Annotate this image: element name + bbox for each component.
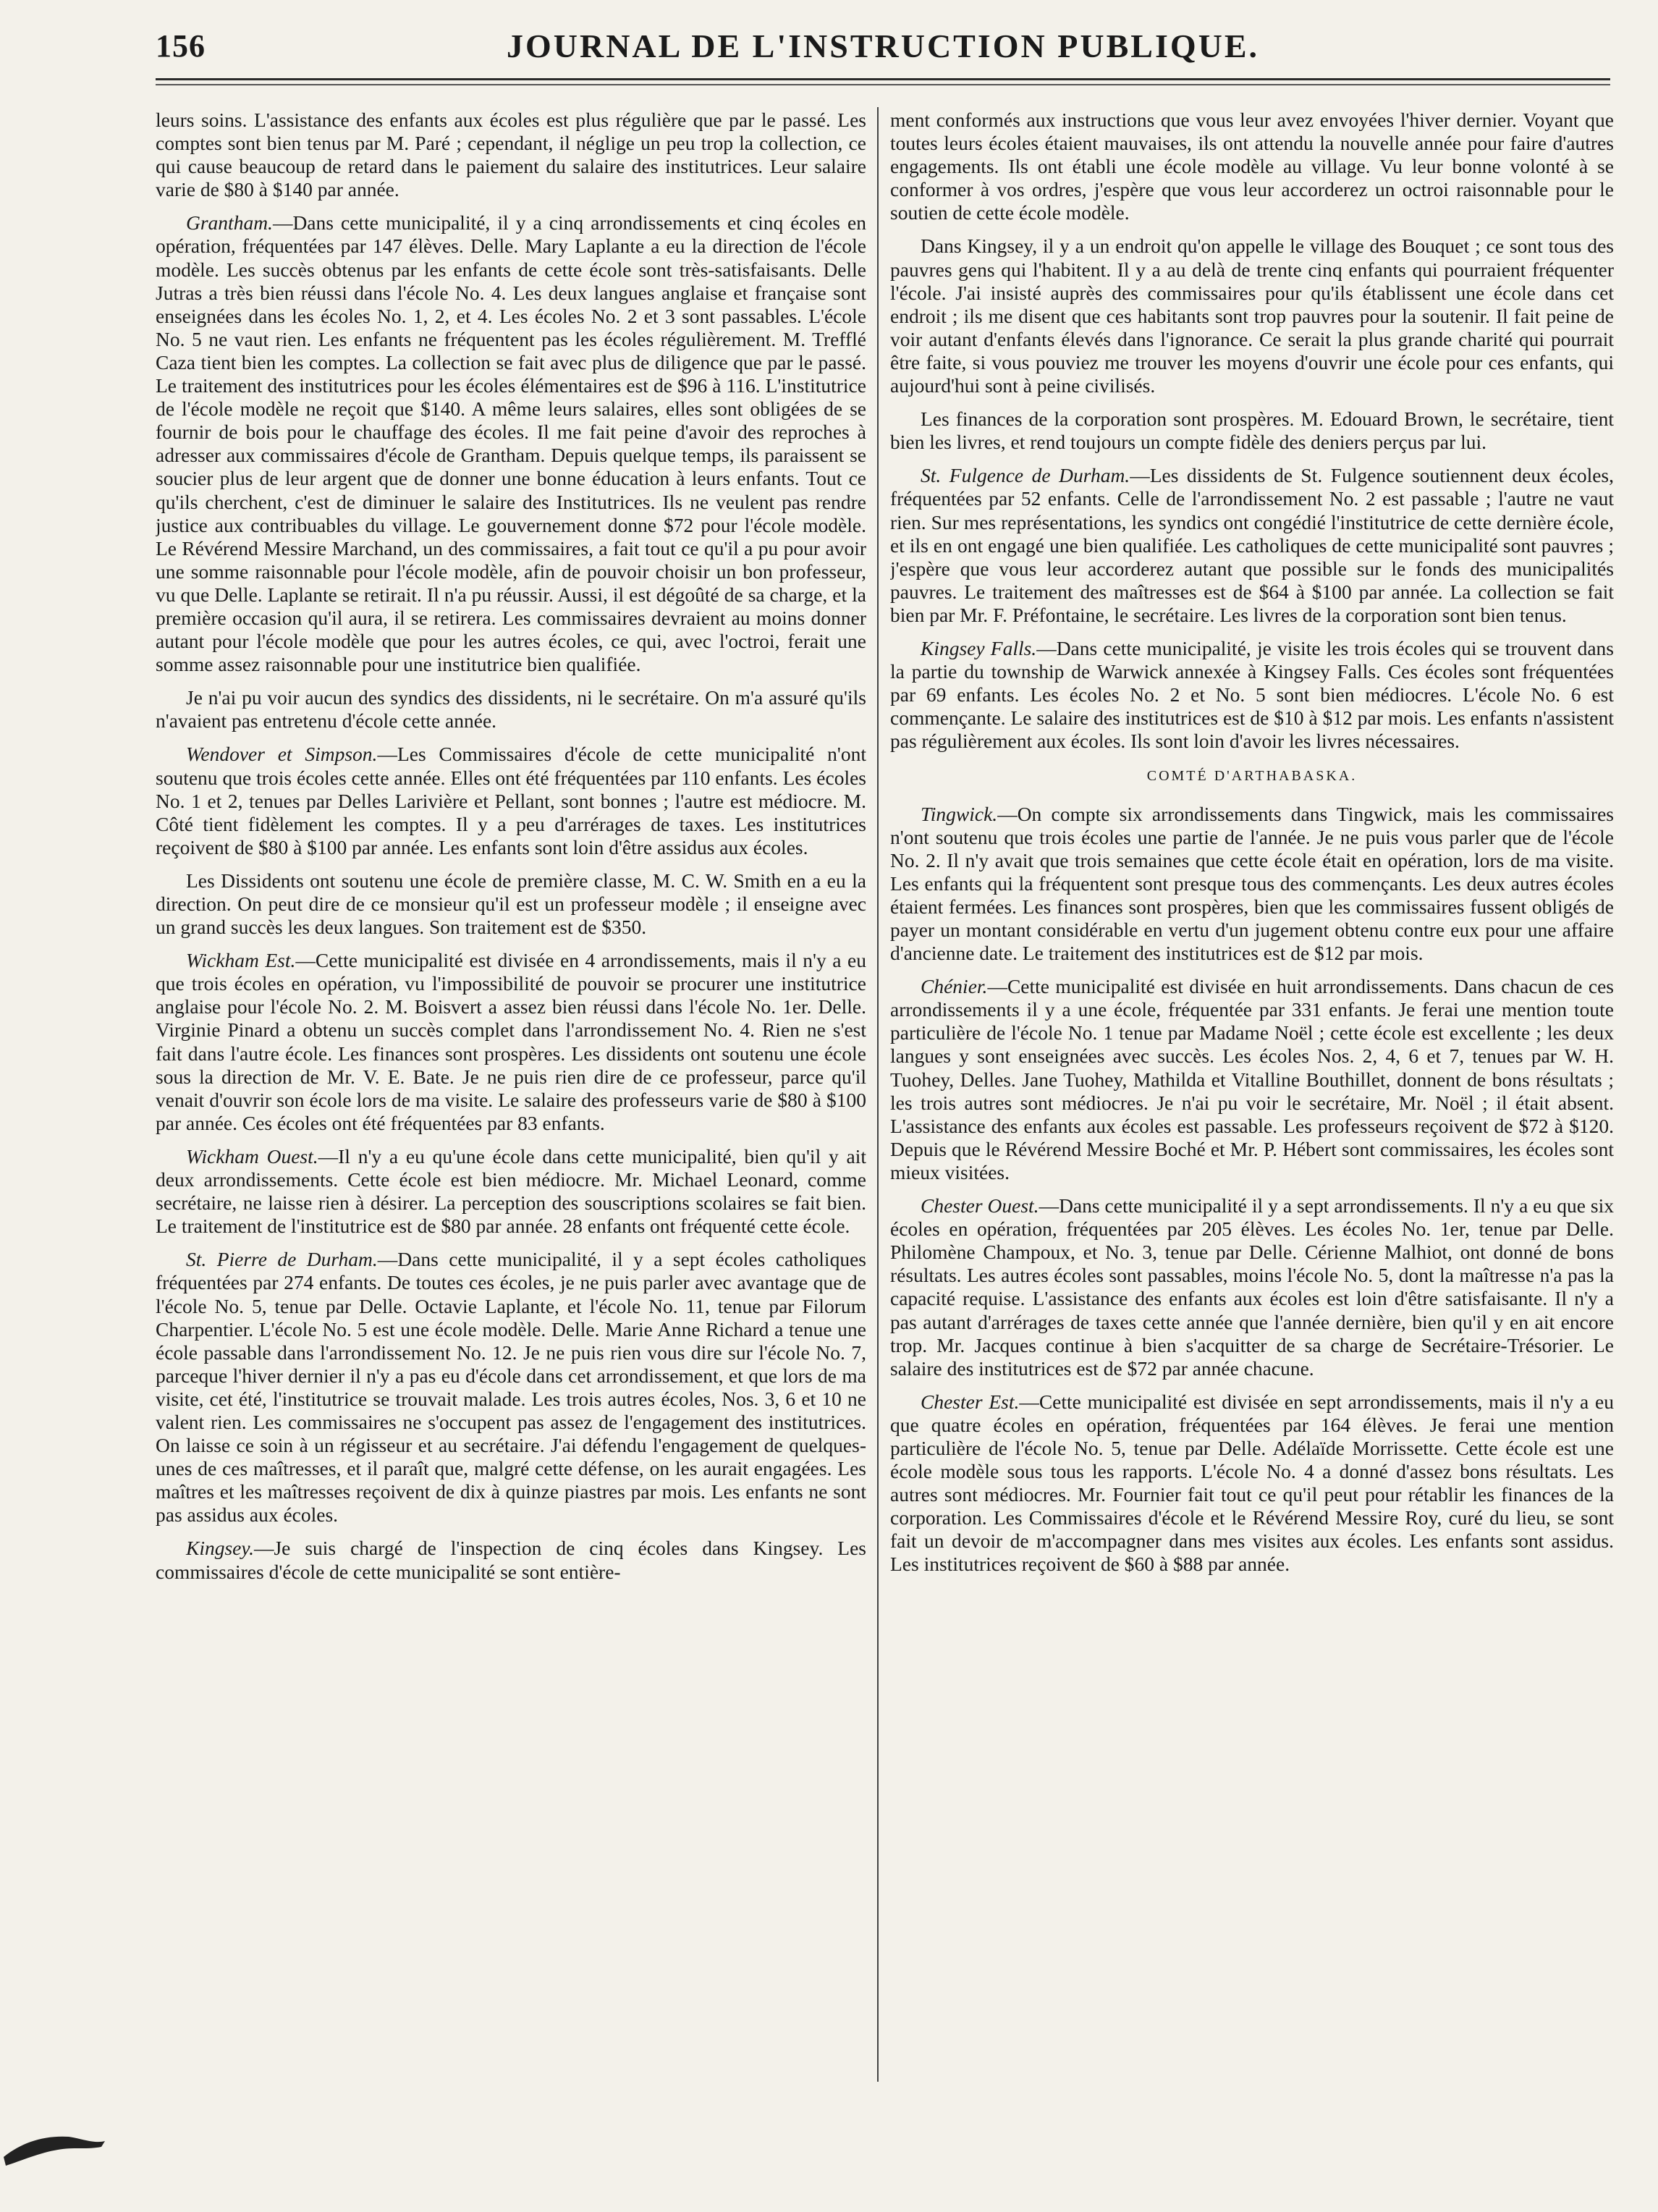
report-paragraph: [156, 1248, 866, 1527]
report-paragraph: [156, 869, 866, 939]
paragraph-text: —Dans cette municipalité il y a sept arrondissements. Il n'y a eu que six écoles en opération, fréquentées par 205 élèves. Les écoles No. 1er, tenue par Delle. Philomène Champoux, et No. 3, tenue par Delle. Cérienne Malhiot, ont donné de bons résultats. Les autres écoles sont passables, moins l'école No. 5, dont la maîtresse n'a pas la capacité requise. L'assistance des enfants aux écoles est loin d'être satisfaisante. Il n'y a pas autant d'arrérages de taxes cette année que l'année dernière, bien qu'il y en ait encore trop. Mr. Jacques continue à bien s'acquitter de sa charge de Secrétaire-Trésorier. Le salaire des institutrices est de $72 par année chacune.: [890, 1194, 1614, 1380]
paragraph-text: ment conformés aux instructions que vous leur avez envoyées l'hiver dernier. Voyant que toutes leurs écoles étaient mauvaises, ils ont attendu la nouvelle année pour faire d'autres engagements. Ils ont établi une école modèle au village. Vu leur bonne volonté à se conformer à vos ordres, j'espère que vous leur accorderez un octroi raisonnable pour le soutien de cette école modèle.: [890, 109, 1614, 224]
paragraph-text: —Dans cette municipalité, je visite les trois écoles qui se trouvent dans la partie du township de Warwick annexée à Kingsey Falls. Ces écoles sont fréquentées par 69 enfants. Les écoles No. 2 et No. 5 sont bien médiocres. L'école No. 6 est commençante. Le salaire des institutrices est de $10 à $12 par mois. Les enfants n'assistent pas régulièrement aux écoles. Ils sont loin d'avoir les livres nécessaires.: [890, 636, 1614, 753]
report-paragraph: [890, 464, 1614, 627]
report-paragraph: [156, 949, 866, 1135]
report-paragraph: [890, 803, 1614, 966]
paragraph-text: Dans Kingsey, il y a un endroit qu'on appelle le village des Bouquet ; ce sont tous des pauvres gens qui l'habitent. Il y a au delà de trente cinq enfants qui pourraient fréquenter l'école. J'ai insisté auprès des commissaires pour qu'ils établissent une école dans cet endroit ; ils me disent que ces habitants sont trop pauvres pour la soutenir. Il fait peine de voir autant d'enfants élevés dans l'ignorance. Ce serait la plus grande charité qui pourrait être faite, si vous pouviez me trouver les moyens d'ouvrir une école pour ces enfants, qui aujourd'hui sont à peine civilisés.: [890, 235, 1614, 397]
report-paragraph: [156, 686, 866, 733]
running-title: JOURNAL DE L'INSTRUCTION PUBLIQUE.: [506, 27, 1260, 64]
right-column: [890, 109, 1614, 2081]
header-rule-thin: [156, 84, 1610, 85]
page-number: 156: [156, 28, 206, 64]
paragraph-text: —Cette municipalité est divisée en sept arrondissements, mais il n'y a eu que quatre écoles en opération, fréquentées par 164 élèves. Je ferai une mention particulière de l'école No. 5, tenue par Delle. Adélaïde Morrissette. Cette école est une école modèle sous tous les rapports. L'école No. 4 a donné d'assez bons résultats. Les autres sont médiocres. Mr. Fournier fait tout ce qu'il peut pour rétablir les finances de la corporation. Les Commissaires d'école et le Révérend Messire Roy, curé du lieu, se sont fait un devoir de m'accompagner dans mes visites aux écoles. Les enfants sont assidus. Les institutrices reçoivent de $60 à $88 par année.: [890, 1390, 1614, 1576]
header-rule: [156, 78, 1610, 80]
municipality-name: Chénier.: [921, 975, 988, 998]
municipality-name: Chester Est.: [921, 1390, 1020, 1413]
report-paragraph: [156, 211, 866, 676]
paragraph-text: Je n'ai pu voir aucun des syndics des dissidents, ni le secrétaire. On m'a assuré qu'ils n'avaient pas entretenu d'école cette année.: [156, 686, 866, 733]
paragraph-text: leurs soins. L'assistance des enfants aux écoles est plus régulière que par le passé. Les comptes sont bien tenus par M. Paré ; cependant, il néglige un peu trop la collection, ce qui cause beaucoup de retard dans le paiement du salaire des institutrices. Leur salaire varie de $80 à $140 par année.: [156, 109, 866, 201]
paragraph-text: —Cette municipalité est divisée en huit arrondissements. Dans chacun de ces arrondissements il y a une école, fréquentée par 331 enfants. Je ferai une mention toute particulière de l'école No. 1 tenue par Madame Noël ; cette école est excellente ; les deux langues y sont enseignées avec succès. Les écoles Nos. 2, 4, 6 et 7, tenues par W. H. Tuohey, Delles. Jane Tuohey, Mathilda et Vitalline Bouthillet, donnent de bons résultats ; les trois autres sont médiocres. Je n'ai pu voir le secrétaire, Mr. Noël ; il était absent. L'assistance des enfants aux écoles est passable. Les professeurs reçoivent de $72 à $120. Depuis que le Révérend Messire Boché et Mr. P. Hébert sont commissaires, les écoles sont mieux visitées.: [890, 975, 1614, 1183]
municipality-name: Wendover et Simpson.: [186, 743, 378, 766]
report-paragraph: [156, 109, 866, 201]
report-paragraph: [890, 1390, 1614, 1576]
column-divider: [877, 107, 879, 2082]
report-paragraph: [890, 1194, 1614, 1380]
left-column: [156, 109, 866, 2081]
municipality-name: Grantham.: [186, 211, 273, 235]
report-paragraph: [890, 408, 1614, 454]
municipality-name: Tingwick.: [921, 802, 998, 825]
municipality-name: Chester Ouest.: [921, 1194, 1039, 1217]
paragraph-text: —Dans cette municipalité, il y a sept écoles catholiques fréquentées par 274 enfants. De toutes ces écoles, je ne puis parler avec avantage que de l'école No. 5, tenue par Delle. Octavie Laplante, et l'école No. 11, tenue par Filorum Charpentier. L'école No. 5 est une école modèle. Delle. Marie Anne Richard a tenue une école passable dans l'arrondissement No. 12. Je ne puis rien vous dire sur l'école No. 7, parceque l'hiver dernier il n'y a pas eu d'école dans cet arrondissement, et que lors de ma visite, cet été, l'institutrice se trouvait malade. Les trois autres écoles, Nos. 3, 6 et 10 ne valent rien. Les commissaires ne s'occupent pas assez de l'engagement des institutrices. On laisse ce soin à un régisseur et au secrétaire. J'ai défendu l'engagement de quelques-unes de ces maîtresses, et il paraît que, malgré cette défense, on les aurait engagées. Les maîtres et les maîtresses reçoivent de dix à quinze piastres par mois. Les enfants ne sont pas assidus aux écoles.: [156, 1248, 866, 1527]
paragraph-text: —Les dissidents de St. Fulgence soutiennent deux écoles, fréquentées par 52 enfants. Celle de l'arrondissement No. 2 est passable ; l'autre ne vaut rien. Sur mes représentations, les syndics ont congédié l'institutrice de cette dernière école, et ils en ont engagé une bien qualifiée. Les catholiques de cette municipalité sont pauvres ; j'espère que vous leur accorderez autant que possible sur le fonds des municipalités pauvres. Le traitement des maîtresses est de $64 à $100 par année. La collection se fait bien par Mr. F. Préfontaine, le secrétaire. Les livres de la corporation sont bien tenus.: [890, 464, 1614, 626]
paragraph-text: Les finances de la corporation sont prospères. M. Edouard Brown, le secrétaire, tient bien les livres, et rend toujours un compte fidèle des deniers perçus par lui.: [890, 408, 1614, 454]
paragraph-text: —Je suis chargé de l'inspection de cinq écoles dans Kingsey. Les commissaires d'école de cette municipalité se sont entière-: [156, 1537, 866, 1583]
page-header: [156, 20, 1610, 71]
municipality-name: Kingsey.: [186, 1537, 254, 1560]
report-paragraph: [890, 637, 1614, 753]
municipality-name: Kingsey Falls.: [921, 636, 1037, 659]
paragraph-text: —Dans cette municipalité, il y a cinq arrondissements et cinq écoles en opération, fréquentées par 147 élèves. Delle. Mary Laplante a eu la direction de l'école modèle. Les succès obtenus par les enfants de cette école sont très-satisfaisants. Delle Jutras a très bien réussi dans l'école No. 4. Les deux langues anglaise et française sont enseignées dans les écoles No. 1, 2, et 4. Les écoles No. 2 et 3 sont passables. L'école No. 5 ne vaut rien. Les enfants ne fréquentent pas les écoles régulièrement. M. Trefflé Caza tient bien les comptes. La collection se fait avec plus de diligence que par le passé. Le traitement des institutrices pour les écoles élémentaires est de $96 à 116. L'institutrice de l'école modèle ne reçoit que $140. A même leurs salaires, elles sont obligées de se fournir de bois pour le chauffage des écoles. Il me fait peine d'avoir des reproches à adresser aux commissaires d'école de Grantham. Depuis quelque temps, ils paraissent se soucier plus de leur argent que de donner une bonne éducation à leurs enfants. Tout ce qu'ils cherchent, c'est de diminuer le salaire des Institutrices. Ils ne veulent pas rendre justice aux contribuables du village. Le gouvernement donne $72 pour l'école modèle. Le Révérend Messire Marchand, un des commissaires, a fait tout ce qu'il a pu pour avoir une somme raisonnable pour l'école modèle, afin de pouvoir choisir un bon professeur, vu que Delle. Laplante se retirait. Il n'a pu réussir. Aussi, il est dégoûté de sa charge, et la première occasion qu'il aura, il se retirera. Les commissaires devraient au moins donner autant pour l'école modèle que pour les autres écoles, ce qui, avec l'octroi, ferait une somme assez raisonnable pour une institutrice bien qualifiée.: [156, 211, 866, 676]
paragraph-text: Les Dissidents ont soutenu une école de première classe, M. C. W. Smith en a eu la direction. On peut dire de ce monsieur qu'il est un professeur modèle ; il enseigne avec un grand succès les deux langues. Son traitement est de $350.: [156, 869, 866, 939]
report-paragraph: [156, 1145, 866, 1238]
paragraph-text: —On compte six arrondissements dans Tingwick, mais les commissaires n'ont soutenu que trois écoles une partie de l'année. Je ne puis vous parler que de l'école No. 2. Il n'y avait que trois semaines que cette école était en opération, lors de ma visite. Les enfants qui la fréquentent sont presque tous des commençants. Les deux autres écoles étaient fermées. Les finances sont prospères, bien que les commissaires fussent obligés de payer un montant considérable en vertu d'un jugement obtenu contre eux pour une affaire d'ancienne date. Le traitement des institutrices est de $12 par mois.: [890, 802, 1614, 965]
municipality-name: Wickham Est.: [186, 949, 296, 972]
report-paragraph: [156, 1537, 866, 1583]
report-paragraph: [890, 235, 1614, 397]
report-paragraph: [156, 743, 866, 858]
municipality-name: St. Fulgence de Durham.: [921, 464, 1130, 487]
paragraph-text: —Cette municipalité est divisée en 4 arrondissements, mais il n'y a eu que trois écoles en opération, vu l'impossibilité de pouvoir se procurer une institutrice anglaise pour l'école No. 2. M. Boisvert a assez bien réussi dans l'école No. 1er. Delle. Virginie Pinard a obtenu un succès complet dans l'arrondissement No. 4. Rien ne s'est fait dans l'autre école. Les finances sont prospères. Les dissidents ont soutenu une école sous la direction de Mr. V. E. Bate. Je ne puis rien dire de ce professeur, parce qu'il venait d'ouvrir son école lors de ma visite. Le salaire des professeurs varie de $80 à $100 par année. Ces écoles ont été fréquentées par 83 enfants.: [156, 949, 866, 1134]
paragraph-text: —Il n'y a eu qu'une école dans cette municipalité, bien qu'il y ait deux arrondissements. Cette école est bien médiocre. Mr. Michael Leonard, comme secrétaire, ne laisse rien à désirer. La perception des souscriptions scolaires se fait bien. Le traitement de l'institutrice est de $80 par année. 28 enfants ont fréquenté cette école.: [156, 1144, 866, 1238]
county-subheading: COMTÉ D'ARTHABASKA.: [1146, 768, 1358, 785]
paragraph-text: —Les Commissaires d'école de cette municipalité n'ont soutenu que trois écoles cette année. Elles ont été fréquentées par 110 enfants. Les écoles No. 1 et 2, tenues par Delles Larivière et Pellant, sont bonnes ; l'autre est médiocre. M. Côté tient fidèlement les comptes. Il y a peu d'arrérages de taxes. Les institutrices reçoivent de $80 à $100 par année. Les enfants sont loin d'être assidus aux écoles.: [156, 743, 866, 858]
report-paragraph: [890, 975, 1614, 1184]
municipality-name: St. Pierre de Durham.: [186, 1248, 378, 1271]
report-paragraph: [890, 109, 1614, 224]
ink-smudge-mark: [0, 2106, 109, 2171]
municipality-name: Wickham Ouest.: [186, 1144, 318, 1168]
